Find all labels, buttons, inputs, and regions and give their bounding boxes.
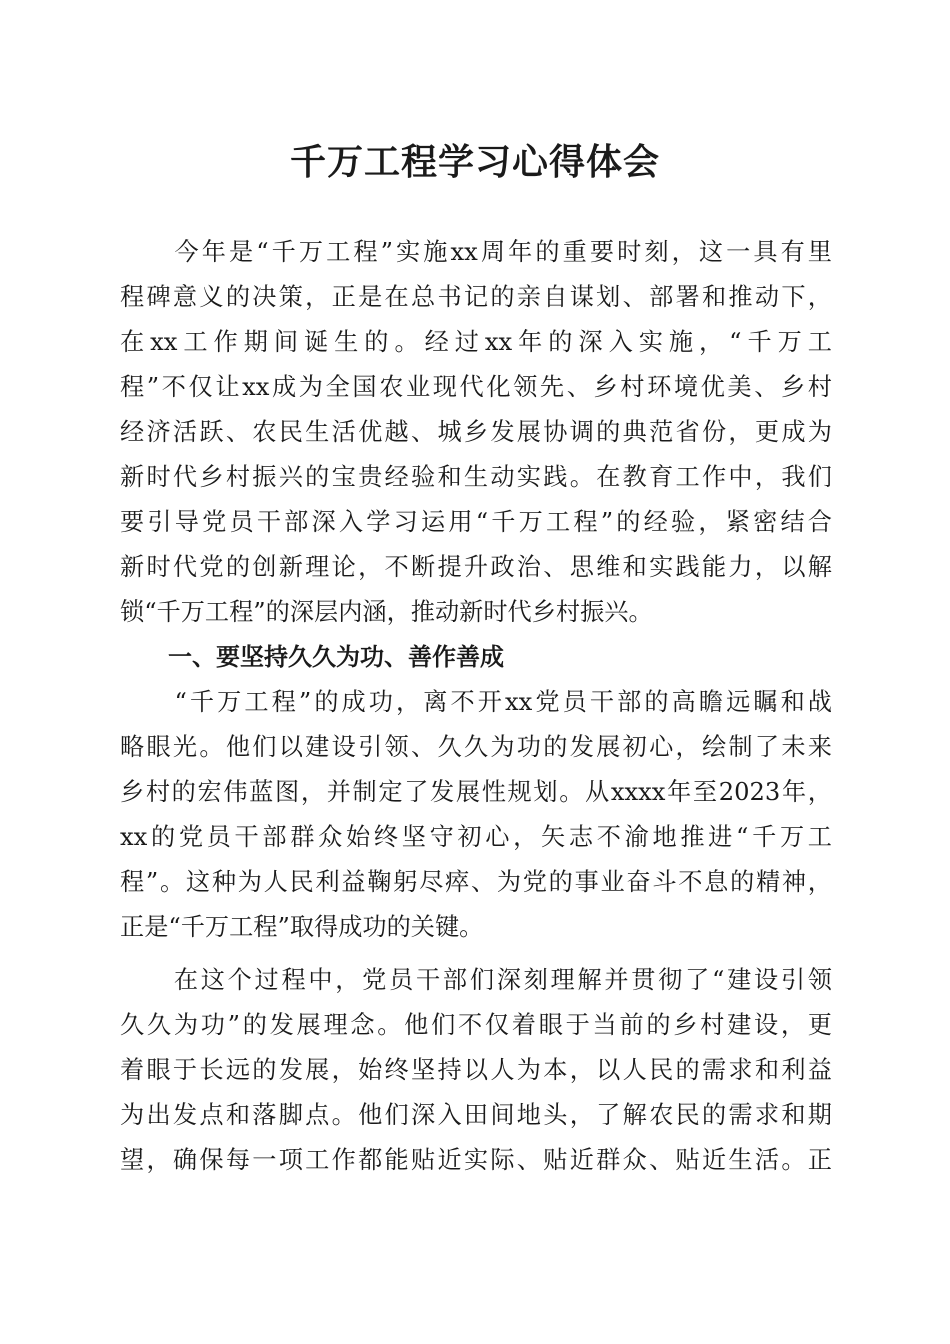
paragraph-line: 新时代党的创新理论，不断提升政治、思维和实践能力，以解	[120, 553, 832, 581]
paragraph-line: 程”。这种为人民利益鞠躬尽瘁、为党的事业奋斗不息的精神，	[120, 868, 832, 896]
paragraph-line: 正是“千万工程”取得成功的关键。	[120, 913, 484, 941]
paragraph-line: 经济活跃、农民生活优越、城乡发展协调的典范省份，更成为	[120, 418, 832, 446]
paragraph-line: xx的党员干部群众始终坚守初心，矢志不渝地推进“千万工	[120, 823, 832, 851]
paragraph-3	[120, 958, 832, 1183]
paragraph-line: 今年是“千万工程”实施xx周年的重要时刻，这一具有里	[120, 238, 832, 266]
paragraph-line: 在xx工作期间诞生的。经过xx年的深入实施，“千万工	[120, 328, 832, 356]
paragraph-line: 锁“千万工程”的深层内涵，推动新时代乡村振兴。	[120, 598, 653, 626]
paragraph-line: 望，确保每一项工作都能贴近实际、贴近群众、贴近生活。正	[120, 1146, 832, 1174]
page-title: 千万工程学习心得体会	[289, 141, 660, 183]
paragraph-line: 程碑意义的决策，正是在总书记的亲自谋划、部署和推动下，	[120, 283, 832, 311]
paragraph-line: 在这个过程中，党员干部们深刻理解并贯彻了“建设引领	[120, 966, 832, 994]
paragraph-1	[120, 230, 832, 635]
paragraph-line: 略眼光。他们以建设引领、久久为功的发展初心，绘制了未来	[120, 733, 832, 761]
paragraph-line: 久久为功”的发展理念。他们不仅着眼于当前的乡村建设，更	[120, 1011, 832, 1039]
paragraph-spacer	[120, 950, 832, 958]
paragraph-line: “千万工程”的成功，离不开xx党员干部的高瞻远瞩和战	[120, 688, 832, 716]
paragraph-line: 新时代乡村振兴的宝贵经验和生动实践。在教育工作中，我们	[120, 463, 832, 491]
paragraph-line: 乡村的宏伟蓝图，并制定了发展性规划。从xxxx年至2023年，	[120, 778, 832, 806]
paragraph-line: 程”不仅让xx成为全国农业现代化领先、乡村环境优美、乡村	[120, 373, 832, 401]
paragraph-line: 要引导党员干部深入学习运用“千万工程”的经验，紧密结合	[120, 508, 832, 536]
paragraph-line: 为出发点和落脚点。他们深入田间地头，了解农民的需求和期	[120, 1101, 832, 1129]
document-body	[120, 230, 832, 1183]
section-heading: 一、要坚持久久为功、善作善成	[120, 643, 504, 671]
paragraph-2	[120, 680, 832, 950]
paragraph-line: 着眼于长远的发展，始终坚持以人为本，以人民的需求和利益	[120, 1056, 832, 1084]
